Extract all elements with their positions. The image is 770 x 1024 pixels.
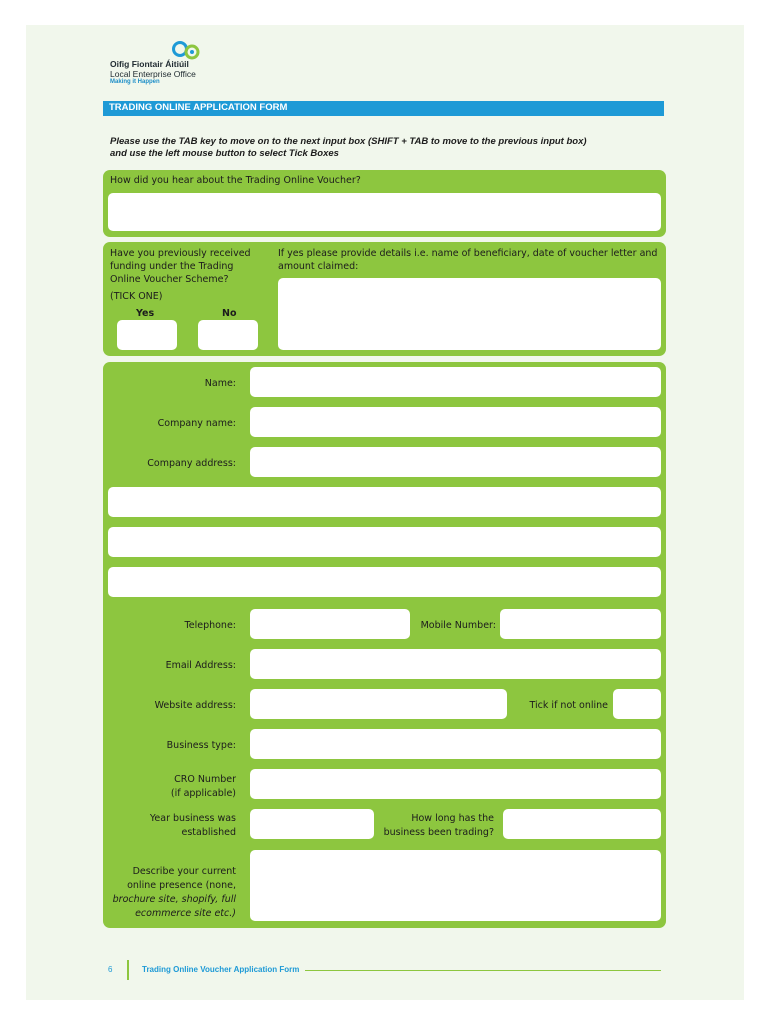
website-address-input[interactable] (250, 689, 507, 719)
describe-presence-label-line-4: ecommerce site etc.) (135, 908, 236, 919)
describe-presence-label-line-1: Describe your current (132, 866, 236, 877)
business-type-label: Business type: (166, 740, 236, 751)
company-name-input[interactable] (250, 407, 661, 437)
yes-checkbox[interactable] (117, 320, 177, 350)
company-address-input-4[interactable] (108, 567, 661, 597)
org-name-irish: Oifig Fiontair Áitiúil (110, 59, 189, 69)
company-address-label: Company address: (147, 458, 236, 469)
year-established-input[interactable] (250, 809, 374, 839)
name-input[interactable] (250, 367, 661, 397)
footer-rule (305, 970, 661, 971)
footer-divider (127, 960, 129, 980)
previous-funding-question-line-1: Have you previously received (110, 248, 251, 259)
org-tagline: Making it Happen (110, 79, 160, 85)
tick-one-label: (TICK ONE) (110, 291, 163, 302)
name-label: Name: (204, 378, 236, 389)
email-address-input[interactable] (250, 649, 661, 679)
previous-details-label-line-2: amount claimed: (278, 261, 359, 272)
instructions-line-2: and use the left mouse button to select Tick Boxes (110, 148, 339, 159)
company-name-label: Company name: (157, 418, 236, 429)
cro-number-input[interactable] (250, 769, 661, 799)
instructions-line-1: Please use the TAB key to move on to the next input box (SHIFT + TAB to move to the previous input box) (110, 136, 587, 147)
form-title-bar (103, 101, 664, 116)
footer-title: Trading Online Voucher Application Form (142, 965, 300, 974)
how-long-trading-label-line-1: How long has the (411, 813, 494, 824)
previous-funding-question-line-3: Online Voucher Scheme? (110, 274, 229, 285)
telephone-input[interactable] (250, 609, 410, 639)
describe-presence-input[interactable] (250, 850, 661, 921)
cro-number-label-line-1: CRO Number (174, 774, 236, 785)
mobile-number-label: Mobile Number: (420, 620, 496, 631)
org-name-english: Local Enterprise Office (110, 69, 196, 79)
form-title: TRADING ONLINE APPLICATION FORM (109, 102, 288, 113)
yes-label: Yes (136, 308, 155, 319)
website-address-label: Website address: (154, 700, 236, 711)
no-checkbox[interactable] (198, 320, 258, 350)
not-online-checkbox[interactable] (613, 689, 661, 719)
hear-about-input[interactable] (108, 193, 661, 231)
describe-presence-label-line-2: online presence (none, (127, 880, 236, 891)
email-address-label: Email Address: (165, 660, 236, 671)
business-type-input[interactable] (250, 729, 661, 759)
form-instructions (110, 136, 665, 160)
describe-presence-label-line-3: brochure site, shopify, full (112, 894, 236, 905)
previous-funding-question-line-2: funding under the Trading (110, 261, 234, 272)
how-long-trading-label-line-2: business been trading? (383, 827, 494, 838)
telephone-label: Telephone: (184, 620, 236, 631)
mobile-number-input[interactable] (500, 609, 661, 639)
company-address-input-1[interactable] (250, 447, 661, 477)
company-address-input-2[interactable] (108, 487, 661, 517)
year-established-label-line-1: Year business was (149, 813, 236, 824)
previous-details-input[interactable] (278, 278, 661, 350)
no-label: No (222, 308, 237, 319)
how-long-trading-input[interactable] (503, 809, 661, 839)
cro-number-label-line-2: (if applicable) (170, 788, 236, 799)
company-address-input-3[interactable] (108, 527, 661, 557)
previous-details-label-line-1: If yes please provide details i.e. name of beneficiary, date of voucher letter and (278, 248, 658, 259)
tick-if-not-online-label: Tick if not online (529, 700, 608, 711)
page-number: 6 (108, 965, 113, 974)
year-established-label-line-2: established (181, 827, 236, 838)
hear-about-question: How did you hear about the Trading Online Voucher? (110, 175, 361, 186)
